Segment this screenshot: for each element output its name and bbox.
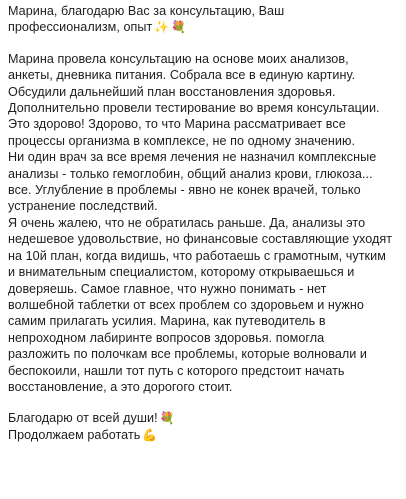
post-thanks-text: Благодарю от всей души! (8, 411, 158, 426)
paragraph-spacer (8, 395, 398, 410)
post-intro (8, 3, 398, 36)
post-continue-text: Продолжаем работать (8, 427, 141, 442)
paragraph-spacer (8, 36, 398, 51)
post-intro-text: Марина, благодарю Вас за консультацию, Ваш профессионализм, опыт (8, 4, 285, 35)
bouquet-icon: 💐 (171, 20, 187, 35)
flexed-biceps-icon: 💪 (142, 427, 158, 442)
post-thanks (8, 410, 398, 426)
sparkles-icon: ✨ (154, 20, 170, 35)
post-continue (8, 427, 398, 443)
post-body: Марина провела консультацию на основе моих анализов, анкеты, дневника питания. Собрала все в единую картину. Обсудили дальнейший план восстановления здоровья. Дополнительно провели тестирование во время консультации. Это здорово! Здорово, то что Марина рассматривает все процессы организма в комплексе, не по одному значению. Ни один врач за все время лечения не назначил комплексные анализы - только гемоглобин, общий анализ крови, глюкоза... все. Углубление в проблемы - явно не конек врачей, только устранение последствий. Я очень жалею, что не обратилась раньше. Да, анализы это недешевое удовольствие, но финансовые составляющие уходят на 10й план, когда видишь, что работаешь с грамотным, чутким и внимательным специалистом, которому открываешься и доверяешь. Самое главное, что нужно понимать - нет волшебной таблетки от всех проблем со здоровьем и нужно самим прилагать усилия. Марина, как путеводитель в непроходном лабиринте вопросов здоровья. помогла разложить по полочкам все проблемы, которые волновали и беспокоили, нашли тот путь с которого предстоит начать восстановление, а это дорогого стоит. (8, 51, 393, 394)
bouquet-icon: 💐 (159, 411, 175, 426)
